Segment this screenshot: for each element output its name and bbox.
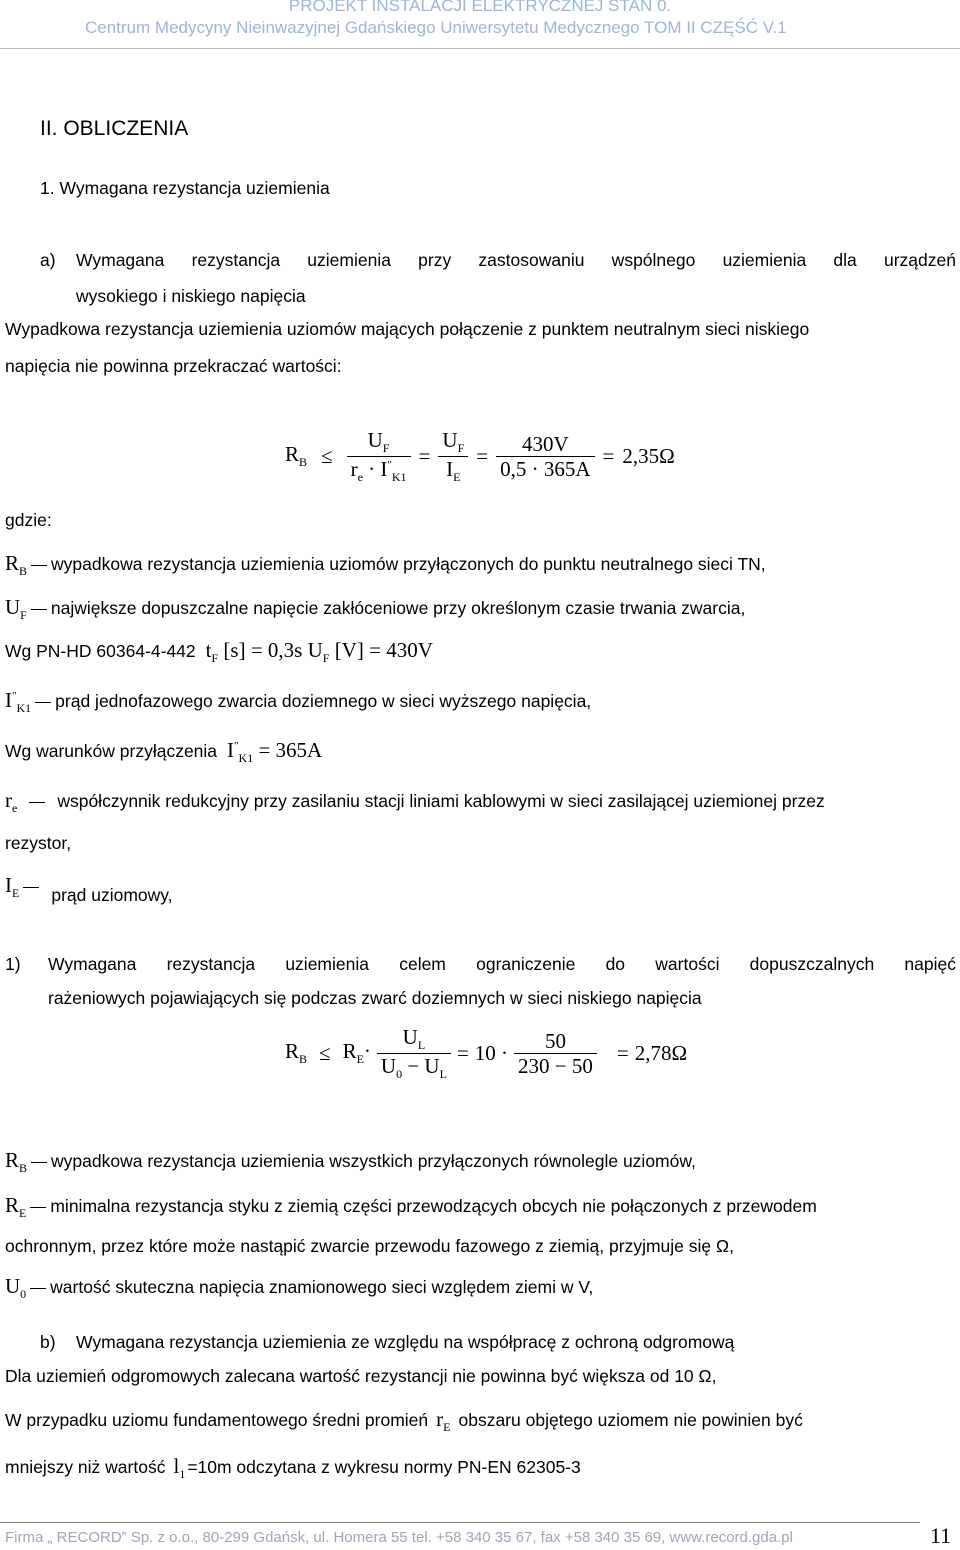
subsection-title: 1. Wymagana rezystancja uziemienia bbox=[40, 178, 330, 198]
formula-eq-3: = bbox=[602, 443, 615, 468]
item-a-marker: a) bbox=[40, 250, 56, 270]
formula-lhs: $R_B$ bbox=[285, 442, 308, 470]
header-subtitle: Centrum Medycyny Nieinwazyjnej Gdańskiego Uniwersytetu Medycznego TOM II CZĘŚĆ V.1 bbox=[85, 18, 787, 37]
item-1-line1: Wymagana rezystancja uziemienia celem ograniczenie do wartości dopuszczalnych napięć bbox=[48, 954, 956, 974]
formula2-le: ≤ bbox=[319, 1040, 331, 1065]
item-b-line1: Wymagana rezystancja uziemienia ze względu na współpracę z ochroną odgromową bbox=[76, 1332, 735, 1352]
formula2-eq-1: = bbox=[456, 1040, 469, 1065]
item-a-para2: napięcia nie powinna przekraczać wartości: bbox=[5, 356, 342, 376]
item-a-para1: Wypadkowa rezystancja uziemienia uziomów mających połączenie z punktem neutralnym sieci niskiego bbox=[5, 319, 810, 339]
item-a-line1: Wymagana rezystancja uziemienia przy zastosowaniu wspólnego uziemienia dla urządzeń bbox=[76, 250, 956, 270]
def-re-cont: rezystor, bbox=[5, 833, 72, 853]
def2-u0: $U_0$ wartość skuteczna napięcia znamionowego sieci względem ziemi w V, bbox=[5, 1274, 594, 1301]
formula2-fraction-2: $\frac{50}{230 - 50}$ bbox=[514, 1029, 597, 1078]
def-re: $r_e$ współczynnik redukcyjny przy zasilaniu stacji liniami kablowymi w sieci zasilającej uziemionej przez bbox=[5, 788, 825, 815]
def2-re-cont: ochronnym, przez które może nastąpić zwarcie przewodu fazowego z ziemią, przyjmuje się Ω, bbox=[5, 1236, 734, 1256]
formula2-eq-2: = bbox=[616, 1040, 629, 1065]
item-b-para1: Dla uziemień odgromowych zalecana wartość rezystancji nie powinna być większa od 10 Ω, bbox=[5, 1366, 717, 1386]
formula2-mult: 10 · bbox=[474, 1040, 509, 1065]
formula-eq-1: = bbox=[418, 443, 431, 468]
header-divider bbox=[0, 48, 960, 49]
def-ie: $I_E$ prąd uziomowy, bbox=[5, 873, 173, 905]
page-number: 11 bbox=[930, 1523, 952, 1548]
formula-eq-2: = bbox=[476, 443, 489, 468]
formula2-lhs: $R_B$ bbox=[285, 1039, 308, 1067]
formula-fraction-3: $\frac{430V}{0,5 \cdot 365A}$ bbox=[496, 432, 594, 481]
item-a-line2: wysokiego i niskiego napięcia bbox=[76, 286, 306, 306]
def2-rb: $R_B$ wypadkowa rezystancja uziemienia wszystkich przyłączonych równolegle uziomów, bbox=[5, 1148, 696, 1175]
footer-text: Firma „ RECORD” Sp. z o.o., 80-299 Gdańsk, ul. Homera 55 tel. +58 340 35 67, fax +58 340 35 69, www.record.gda.pl bbox=[5, 1529, 793, 1546]
def2-re: $R_E$ minimalna rezystancja styku z ziemią części przewodzących obcych nie połączonych z przewodem bbox=[5, 1193, 817, 1220]
header-title: PROJEKT INSTALACJI ELEKTRYCZNEJ STAN 0. bbox=[288, 0, 672, 15]
section-title: II. OBLICZENIA bbox=[40, 117, 189, 140]
formula-fraction-1: $\frac{U_F}{r_e \cdot I^"_{K1}}$ bbox=[347, 428, 411, 485]
footer-divider bbox=[0, 1522, 920, 1523]
formula2-fraction-1: $\frac{U_L}{U_0 - U_L}$ bbox=[377, 1025, 451, 1082]
def-wg-przylaczenia: Wg warunków przyłączenia $I^"_{K1} = 365A$ bbox=[5, 738, 323, 765]
def-wg-norm: Wg PN-HD 60364-4-442 $t_F$ [s] = 0,3s $U_F$ [V] = 430V bbox=[5, 638, 433, 665]
item-1-line2: rażeniowych pojawiających się podczas zwarć doziemnych w sieci niskiego napięcia bbox=[48, 988, 702, 1008]
def-uf: $U_F$ największe dopuszczalne napięcie zakłóceniowe przy określonym czasie trwania zwarcia, bbox=[5, 595, 746, 622]
formula-fraction-2: $\frac{U_F}{I_E}$ bbox=[438, 428, 468, 485]
formula-le: ≤ bbox=[321, 443, 333, 468]
def-ik: $I^"_{K1}$ prąd jednofazowego zwarcia doziemnego w sieci wyższego napięcia, bbox=[5, 688, 592, 715]
gdzie-label: gdzie: bbox=[5, 510, 52, 530]
formula-rb-max bbox=[285, 428, 675, 485]
item-b-para2: W przypadku uziomu fundamentowego średni promień $r_E$ obszaru objętego uziomem nie powinien być bbox=[5, 1407, 803, 1434]
formula2-result: 2,78Ω bbox=[634, 1040, 688, 1065]
item-1-marker: 1) bbox=[5, 954, 21, 974]
def-rb: $R_B$ wypadkowa rezystancja uziemienia uziomów przyłączonych do punktu neutralnego sieci TN, bbox=[5, 551, 766, 578]
formula-rb-touch bbox=[285, 1025, 687, 1082]
item-b-marker: b) bbox=[40, 1332, 56, 1352]
formula2-re: $R_E\cdot$ bbox=[342, 1039, 371, 1067]
item-b-para3: mniejszy niż wartość $l_1$ =10m odczytana z wykresu normy PN-EN 62305-3 bbox=[5, 1454, 581, 1481]
formula-result: 2,35Ω bbox=[622, 443, 675, 468]
